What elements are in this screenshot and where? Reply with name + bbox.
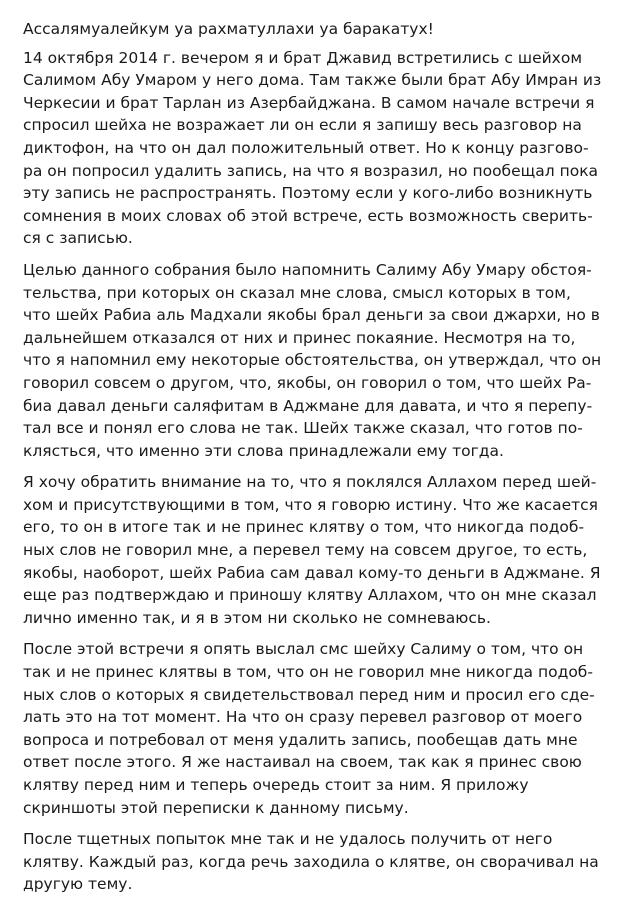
paragraph-line: тал все и понял его слова не так. Шейх также сказал, что готов по-	[23, 419, 583, 438]
body-paragraph	[23, 259, 607, 462]
paragraph-line: Целью данного собрания было напомнить Салиму Абу Умару обстоя-	[23, 260, 592, 279]
greeting-text: Ассалямуалейкум уа рахматуллахи уа баракатух!	[23, 20, 434, 38]
paragraph-line: биа давал деньги саляфитам в Аджмане для давата, и что я перепу-	[23, 396, 593, 415]
paragraph-line: дальнейшем отказался от них и принес покаяние. Несмотря на то,	[23, 328, 576, 347]
paragraph-line: После тщетных попыток мне так и не удалось получить от него	[23, 830, 553, 849]
paragraph-line: тельства, при которых он сказал мне слова, смысл которых в том,	[23, 283, 571, 302]
paragraph-line: говорил совсем о другом, что, якобы, он говорил о том, что шейх Ра-	[23, 373, 592, 392]
paragraph-line: ра он попросил удалить запись, на что я возразил, но пообещал пока	[23, 161, 599, 180]
paragraph-line: клятву перед ним и теперь очередь стоит за ним. Я приложу	[23, 776, 529, 794]
body-paragraph	[23, 638, 607, 819]
document-body	[23, 47, 607, 896]
body-paragraph	[23, 471, 607, 629]
paragraph-line: вопроса и потребовал от меня удалить запись, пообещав дать мне	[23, 730, 578, 749]
paragraph-line: еще раз подтверждаю и приношу клятву Аллахом, что он мне сказал	[23, 586, 597, 605]
paragraph-line: его, то он в итоге так и не принес клятву о том, что никогда подоб-	[23, 518, 585, 537]
paragraph-line: спросил шейха не возражает ли он если я запишу весь разговор на	[23, 116, 582, 135]
paragraph-line: Черкесии и брат Тарлан из Азербайджана. В самом начале встречи я	[23, 93, 595, 112]
paragraph-line: что я напомнил ему некоторые обстоятельства, он утверждал, что он	[23, 351, 602, 370]
paragraph-line: хом и присутствующими в том, что я говорю истину. Что же касается	[23, 495, 598, 514]
paragraph-line: ных слов не говорил мне, а перевел тему на совсем другое, то есть,	[23, 541, 588, 560]
paragraph-line: Салимом Абу Умаром у него дома. Там также были брат Абу Имран из	[23, 71, 602, 90]
paragraph-line: эту запись не распространять. Поэтому если у кого-либо возникнуть	[23, 184, 593, 203]
document-page	[23, 18, 607, 905]
paragraph-line: что шейх Рабиа аль Мадхали якобы брал деньги за свои джархи, но в	[23, 306, 600, 325]
paragraph-line: диктофон, на что он дал положительный ответ. Но к концу разгово-	[23, 138, 589, 157]
greeting-paragraph	[23, 18, 607, 41]
paragraph-line: лать это на тот момент. На что он сразу перевел разговор от моего	[23, 708, 583, 727]
paragraph-line: лично именно так, и я в этом ни сколько не сомневаюсь.	[23, 608, 491, 627]
paragraph-line: После этой встречи я опять выслал смс шейху Салиму о том, что он	[23, 640, 584, 659]
paragraph-line: так и не принес клятвы в том, что он не говорил мне никогда подоб-	[23, 663, 593, 682]
paragraph-line: клятву. Каждый раз, когда речь заходила о клятве, он сворачивал на	[23, 852, 599, 871]
paragraph-line: ся с записью.	[23, 229, 133, 248]
paragraph-line: Я хочу обратить внимание на то, что я поклялся Аллахом перед шей-	[23, 473, 597, 492]
paragraph-line: ных слов о которых я свидетельствовал перед ним и просил его сде-	[23, 685, 595, 704]
paragraph-line: 14 октября 2014 г. вечером я и брат Джавид встретились с шейхом	[23, 48, 583, 67]
body-paragraph	[23, 828, 607, 896]
paragraph-line: сомнения в моих словах об этой встрече, есть возможность сверить-	[23, 206, 593, 225]
paragraph-line: якобы, наоборот, шейх Рабиа сам давал кому-то деньги в Аджмане. Я	[23, 563, 601, 582]
paragraph-line: другую тему.	[23, 875, 133, 894]
paragraph-line: скриншоты этой переписки к данному письму.	[23, 798, 409, 817]
paragraph-line: клясться, что именно эти слова принадлежали ему тогда.	[23, 441, 504, 460]
paragraph-line: ответ после этого. Я же настаивал на своем, так как я принес свою	[23, 753, 582, 772]
body-paragraph	[23, 47, 607, 250]
